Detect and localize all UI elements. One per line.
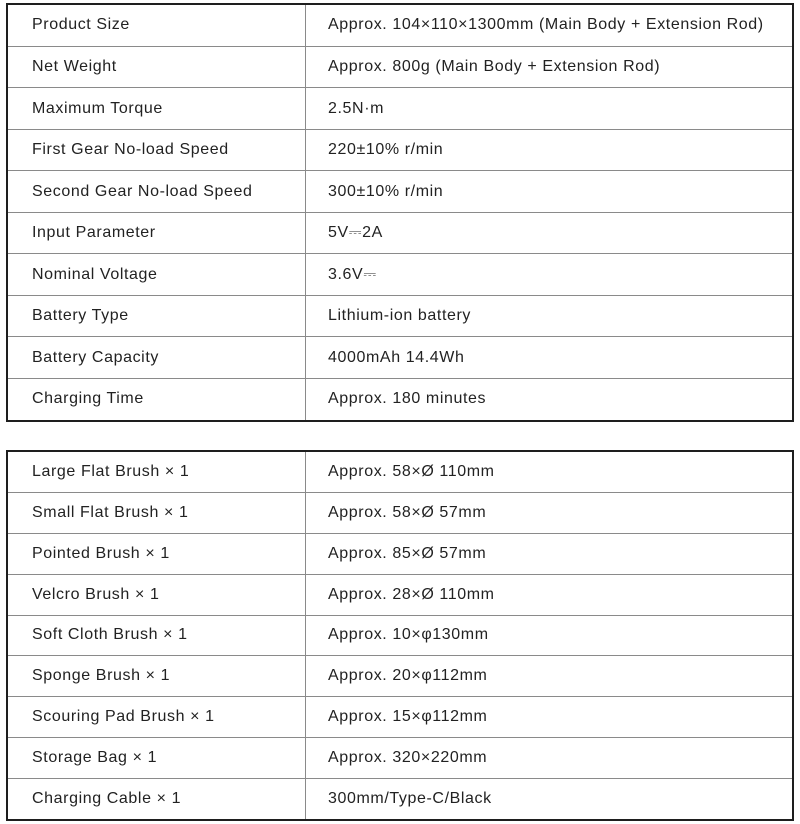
spec-value: 300±10% r/min bbox=[306, 171, 794, 213]
spec-value: Approx. 104×110×1300mm (Main Body + Extension Rod) bbox=[306, 4, 794, 46]
spec-value: 5V⎓2A bbox=[306, 212, 794, 254]
accessory-label: Soft Cloth Brush × 1 bbox=[7, 615, 306, 656]
table-row bbox=[7, 88, 793, 130]
spec-label: Battery Capacity bbox=[7, 337, 306, 379]
spec-label: Charging Time bbox=[7, 378, 306, 421]
accessory-label: Pointed Brush × 1 bbox=[7, 534, 306, 575]
accessory-value: Approx. 28×Ø 110mm bbox=[306, 574, 794, 615]
accessory-value: Approx. 15×φ112mm bbox=[306, 697, 794, 738]
accessory-label: Storage Bag × 1 bbox=[7, 737, 306, 778]
accessory-label: Velcro Brush × 1 bbox=[7, 574, 306, 615]
table-row bbox=[7, 778, 793, 820]
table-row bbox=[7, 337, 793, 379]
table-row bbox=[7, 615, 793, 656]
table-row bbox=[7, 254, 793, 296]
spec-value: Approx. 180 minutes bbox=[306, 378, 794, 421]
spec-label: First Gear No-load Speed bbox=[7, 129, 306, 171]
accessory-value: Approx. 58×Ø 57mm bbox=[306, 493, 794, 534]
spec-label: Maximum Torque bbox=[7, 88, 306, 130]
accessory-value: Approx. 85×Ø 57mm bbox=[306, 534, 794, 575]
accessory-label: Charging Cable × 1 bbox=[7, 778, 306, 820]
accessory-value: Approx. 58×Ø 110mm bbox=[306, 451, 794, 493]
table-row bbox=[7, 737, 793, 778]
spec-label: Input Parameter bbox=[7, 212, 306, 254]
spec-value: Approx. 800g (Main Body + Extension Rod) bbox=[306, 46, 794, 88]
specifications-table bbox=[6, 3, 794, 422]
accessory-label: Sponge Brush × 1 bbox=[7, 656, 306, 697]
table-row bbox=[7, 493, 793, 534]
accessory-value: Approx. 20×φ112mm bbox=[306, 656, 794, 697]
accessory-value: Approx. 320×220mm bbox=[306, 737, 794, 778]
spec-label: Nominal Voltage bbox=[7, 254, 306, 296]
table-row bbox=[7, 451, 793, 493]
table-row bbox=[7, 656, 793, 697]
table-row bbox=[7, 697, 793, 738]
table-row bbox=[7, 4, 793, 46]
table-row bbox=[7, 46, 793, 88]
spec-value: 3.6V⎓ bbox=[306, 254, 794, 296]
spec-value: 4000mAh 14.4Wh bbox=[306, 337, 794, 379]
accessory-label: Small Flat Brush × 1 bbox=[7, 493, 306, 534]
spec-label: Product Size bbox=[7, 4, 306, 46]
table-row bbox=[7, 129, 793, 171]
spec-value: 220±10% r/min bbox=[306, 129, 794, 171]
table-row bbox=[7, 534, 793, 575]
spec-label: Second Gear No-load Speed bbox=[7, 171, 306, 213]
accessory-value: Approx. 10×φ130mm bbox=[306, 615, 794, 656]
accessory-value: 300mm/Type-C/Black bbox=[306, 778, 794, 820]
table-row bbox=[7, 212, 793, 254]
spec-value: 2.5N·m bbox=[306, 88, 794, 130]
table-row bbox=[7, 295, 793, 337]
table-row bbox=[7, 574, 793, 615]
accessory-label: Scouring Pad Brush × 1 bbox=[7, 697, 306, 738]
accessory-label: Large Flat Brush × 1 bbox=[7, 451, 306, 493]
table-row bbox=[7, 378, 793, 421]
table-row bbox=[7, 171, 793, 213]
spec-label: Battery Type bbox=[7, 295, 306, 337]
spec-value: Lithium-ion battery bbox=[306, 295, 794, 337]
spec-label: Net Weight bbox=[7, 46, 306, 88]
accessories-table bbox=[6, 450, 794, 821]
